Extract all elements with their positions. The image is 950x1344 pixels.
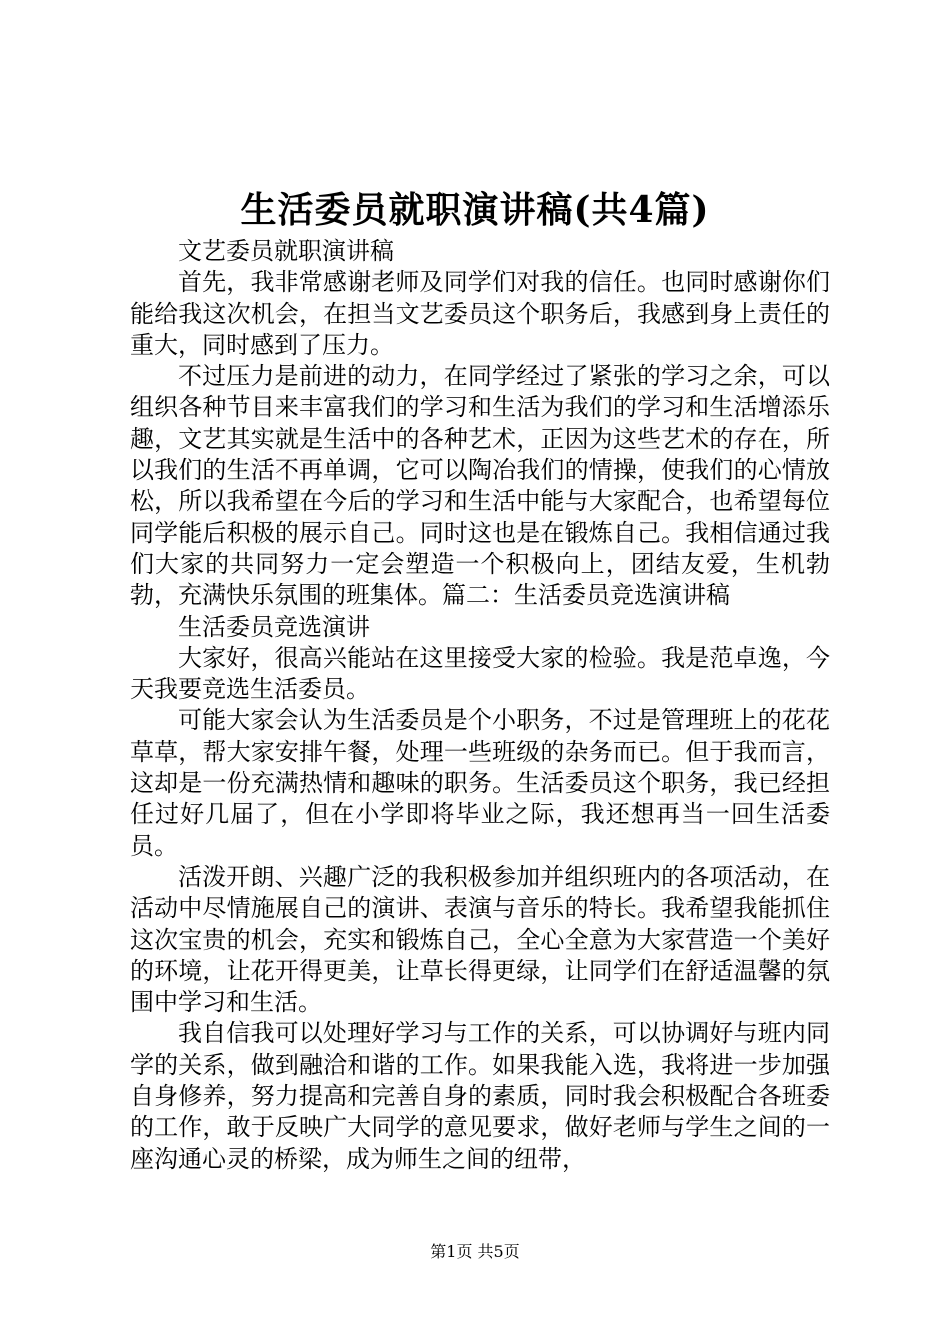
section-heading: 文艺委员就职演讲稿 xyxy=(178,237,394,265)
paragraph: 活泼开朗、兴趣广泛的我积极参加并组织班内的各项活动，在活动中尽情施展自己的演讲、表演与音乐的特长。我希望我能抓住这次宝贵的机会，充实和锻炼自己，全心全意为大家营造一个美好的环境，让花开得更美，让草长得更绿，让同学们在舒适温馨的氛围中学习和生活。 xyxy=(130,862,830,1017)
paragraph: 大家好，很高兴能站在这里接受大家的检验。我是范卓逸，今天我要竞选生活委员。 xyxy=(130,643,830,704)
paragraph: 首先，我非常感谢老师及同学们对我的信任。也同时感谢你们能给我这次机会，在担当文艺委员这个职务后，我感到身上责任的重大，同时感到了压力。 xyxy=(130,268,830,359)
paragraph: 我自信我可以处理好学习与工作的关系，可以协调好与班内同学的关系，做到融洽和谐的工作。如果我能入选，我将进一步加强自身修养，努力提高和完善自身的素质，同时我会积极配合各班委的工作，敢于反映广大同学的意见要求，做好老师与学生之间的一座沟通心灵的桥梁，成为师生之间的纽带， xyxy=(130,1019,830,1173)
document-body xyxy=(130,236,830,1175)
section-heading: 生活委员竞选演讲 xyxy=(178,612,370,641)
paragraph: 可能大家会认为生活委员是个小职务，不过是管理班上的花花草草，帮大家安排午餐，处理一些班级的杂务而已。但于我而言，这却是一份充满热情和趣味的职务。生活委员这个职务，我已经担任过好几届了，但在小学即将毕业之际，我还想再当一回生活委员。 xyxy=(130,706,830,860)
paragraph: 不过压力是前进的动力，在同学经过了紧张的学习之余，可以组织各种节目来丰富我们的学习和生活为我们的学习和生活增添乐趣，文艺其实就是生活中的各种艺术，正因为这些艺术的存在，所以我们的生活不再单调，它可以陶冶我们的情操，使我们的心情放松，所以我希望在今后的学习和生活中能与大家配合，也希望每位同学能后积极的展示自己。同时这也是在锻炼自己。我相信通过我们大家的共同努力一定会塑造一个积极向上，团结友爱，生机勃勃，充满快乐氛围的班集体。篇二：生活委员竞选演讲稿 xyxy=(130,362,830,610)
document-title: 生活委员就职演讲稿(共4篇) xyxy=(240,189,710,231)
page-number-footer: 第1页 共5页 xyxy=(430,1242,520,1261)
